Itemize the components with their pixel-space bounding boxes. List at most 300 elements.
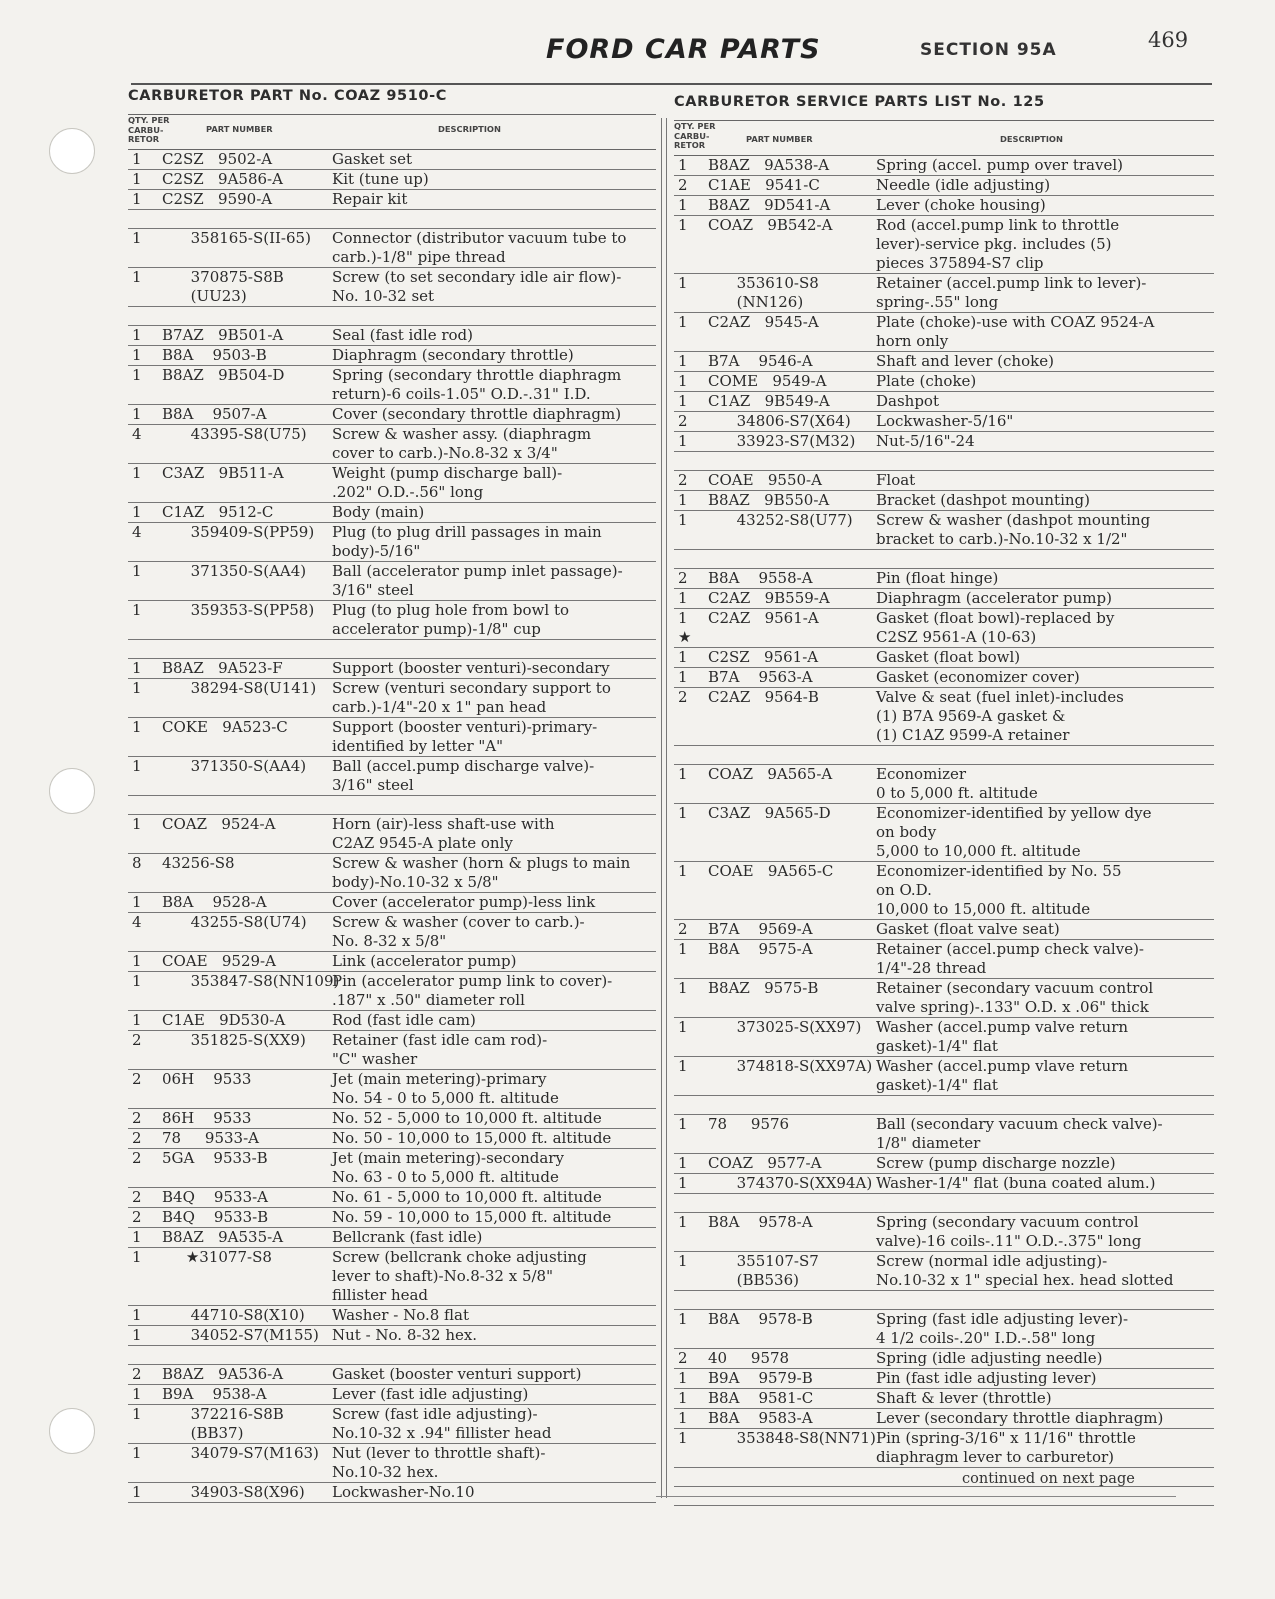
qty-cell: 1	[678, 313, 688, 331]
qty-cell: 1	[678, 1252, 688, 1270]
description-cell: Screw (normal idle adjusting)- No.10-32 x 1" special hex. head slotted	[876, 1252, 1174, 1289]
description-cell: Washer-1/4" flat (buna coated alum.)	[876, 1174, 1156, 1192]
part-number-cell: 353610-S8 (NN126)	[736, 274, 819, 311]
table-row	[128, 1109, 656, 1129]
qty-cell: 1	[132, 1326, 142, 1344]
table-row	[674, 352, 1214, 372]
qty-cell: 1	[678, 1154, 688, 1172]
part-number-cell: C2SZ 9561-A	[708, 648, 819, 666]
description-cell: Spring (secondary vacuum control valve)-16 coils-.11" O.D.-.375" long	[876, 1213, 1142, 1250]
part-number-cell: 78 9533-A	[162, 1129, 260, 1147]
table-row	[128, 503, 656, 523]
part-number-cell	[704, 746, 874, 764]
table-row	[128, 326, 656, 346]
qty-cell: 2	[132, 1208, 142, 1226]
description-cell: Horn (air)-less shaft-use with C2AZ 9545-A plate only	[332, 815, 555, 852]
qty-cell: 1	[678, 511, 688, 529]
table-row	[128, 640, 656, 659]
part-number-cell: C3AZ 9A565-D	[708, 804, 831, 822]
table-row	[128, 229, 656, 268]
qty-cell: 1	[678, 979, 688, 997]
part-number-cell: B8A 9578-B	[708, 1310, 813, 1328]
description-cell: Gasket (economizer cover)	[876, 668, 1080, 686]
table-row	[674, 862, 1214, 920]
continued-note: continued on next page	[962, 1471, 1135, 1487]
table-row	[128, 1129, 656, 1149]
qty-cell: 1	[132, 346, 142, 364]
table-row	[674, 1057, 1214, 1096]
part-number-cell: B9A 9579-B	[708, 1369, 813, 1387]
description-cell: Retainer (secondary vacuum control valve spring)-.133" O.D. x .06" thick	[876, 979, 1154, 1016]
qty-cell: 1	[132, 718, 142, 736]
description-cell: Gasket (float bowl)-replaced by C2SZ 9561-A (10-63)	[876, 609, 1115, 646]
part-number-cell: 43256-S8	[162, 854, 235, 872]
description-cell	[874, 1291, 1214, 1309]
table-row	[674, 1194, 1214, 1213]
description-cell: Nut - No. 8-32 hex.	[332, 1326, 478, 1344]
qty-cell: 4	[132, 425, 142, 443]
description-cell: Cover (accelerator pump)-less link	[332, 893, 596, 911]
qty-cell: 1	[132, 170, 142, 188]
table-row	[674, 1349, 1214, 1369]
table-row	[128, 854, 656, 893]
description-cell: Screw (pump discharge nozzle)	[876, 1154, 1116, 1172]
column-divider	[661, 118, 662, 1498]
qty-cell: 1	[132, 659, 142, 677]
part-number-cell: B7A 9569-A	[708, 920, 813, 938]
description-cell: Rod (fast idle cam)	[332, 1011, 476, 1029]
part-number-cell: 374370-S(XX94A)	[708, 1174, 873, 1192]
table-row	[128, 523, 656, 562]
part-number-cell: C2SZ 9A586-A	[162, 170, 283, 188]
description-cell: Support (booster venturi)-primary- identified by letter "A"	[332, 718, 598, 755]
part-number-cell: 86H 9533	[162, 1109, 252, 1127]
qty-cell: 1	[678, 432, 688, 450]
qty-cell	[128, 1346, 158, 1364]
table-row	[128, 1011, 656, 1031]
part-number-cell: COAZ 9524-A	[162, 815, 276, 833]
part-number-cell: B8AZ 9A535-A	[162, 1228, 284, 1246]
part-number-cell	[158, 796, 330, 814]
description-cell: Diaphragm (secondary throttle)	[332, 346, 574, 364]
qty-cell: 1	[132, 1306, 142, 1324]
table-row	[128, 1365, 656, 1385]
description-cell: Shaft & lever (throttle)	[876, 1389, 1052, 1407]
table-row	[674, 1369, 1214, 1389]
part-number-cell: 40 9578	[708, 1349, 790, 1367]
qty-cell	[674, 1468, 704, 1486]
part-number-cell: B8A 9528-A	[162, 893, 267, 911]
part-number-cell: B8A 9583-A	[708, 1409, 813, 1427]
part-number-cell: ★31077-S8	[162, 1248, 272, 1266]
part-number-cell: 43395-S8(U75)	[162, 425, 307, 443]
description-cell: Economizer-identified by yellow dye on body 5,000 to 10,000 ft. altitude	[876, 804, 1152, 860]
table-row	[128, 1208, 656, 1228]
qty-cell: 1	[678, 1310, 688, 1328]
left-parts-list	[128, 150, 656, 1503]
binder-hole-top	[49, 128, 95, 174]
description-cell: Body (main)	[332, 503, 425, 521]
qty-cell: 1	[132, 679, 142, 697]
part-number-cell: 38294-S8(U141)	[162, 679, 317, 697]
description-cell: Pin (float hinge)	[876, 569, 999, 587]
qty-cell: 1	[678, 765, 688, 783]
part-number-cell: B7A 9546-A	[708, 352, 813, 370]
table-row	[674, 979, 1214, 1018]
qty-cell: 1	[132, 1011, 142, 1029]
description-cell: Plate (choke)	[876, 372, 977, 390]
qty-cell: 1	[132, 326, 142, 344]
table-row	[674, 550, 1214, 569]
bottom-rule	[656, 1496, 1176, 1497]
qty-cell	[674, 550, 704, 568]
description-cell: Plug (to plug drill passages in main body)-5/16"	[332, 523, 602, 560]
table-row	[128, 1346, 656, 1365]
description-cell: Economizer 0 to 5,000 ft. altitude	[876, 765, 1038, 802]
table-row	[674, 452, 1214, 471]
qty-cell	[674, 746, 704, 764]
description-cell: Weight (pump discharge ball)- .202" O.D.-.56" long	[332, 464, 563, 501]
qty-cell: 4	[132, 913, 142, 931]
table-row	[674, 313, 1214, 352]
qty-cell: 2	[678, 176, 688, 194]
qty-cell: 2	[132, 1109, 142, 1127]
qty-cell: 1	[132, 1248, 142, 1266]
part-number-cell	[158, 210, 330, 228]
page-header	[0, 28, 1275, 78]
qty-cell: 1	[678, 668, 688, 686]
part-number-cell: B7A 9563-A	[708, 668, 813, 686]
table-row	[674, 196, 1214, 216]
qty-cell: 4	[132, 523, 142, 541]
qty-cell: 1	[678, 196, 688, 214]
part-number-cell: COAE 9A565-C	[708, 862, 834, 880]
table-row	[674, 1154, 1214, 1174]
description-cell: Gasket (float bowl)	[876, 648, 1021, 666]
qty-cell: 2	[132, 1031, 142, 1049]
table-row	[128, 425, 656, 464]
qty-cell	[674, 1194, 704, 1212]
part-number-cell: B8A 9578-A	[708, 1213, 813, 1231]
description-cell: Pin (accelerator pump link to cover)- .187" x .50" diameter roll	[332, 972, 613, 1009]
description-cell: Screw (fast idle adjusting)- No.10-32 x .94" fillister head	[332, 1405, 552, 1442]
part-number-cell: COAZ 9B542-A	[708, 216, 833, 234]
table-row	[128, 1306, 656, 1326]
table-row	[128, 210, 656, 229]
part-number-cell	[704, 452, 874, 470]
description-cell	[330, 796, 656, 814]
description-cell: Screw & washer (cover to carb.)- No. 8-32 x 5/8"	[332, 913, 585, 950]
part-number-cell: B8AZ 9A538-A	[708, 156, 830, 174]
qty-cell: 1	[678, 1018, 688, 1036]
description-cell: Nut (lever to throttle shaft)- No.10-32 hex.	[332, 1444, 546, 1481]
right-parts-column	[674, 86, 1214, 1506]
table-row	[674, 746, 1214, 765]
qty-cell: 1	[132, 815, 142, 833]
binder-hole-middle	[49, 768, 95, 814]
description-cell: Lockwasher-No.10	[332, 1483, 475, 1501]
qty-cell: 1	[132, 601, 142, 619]
table-row	[128, 464, 656, 503]
page-number: 469	[1148, 28, 1189, 52]
table-row	[674, 1213, 1214, 1252]
qty-cell: 1	[678, 648, 688, 666]
qty-cell: 1	[678, 1213, 688, 1231]
description-cell: Washer (accel.pump valve return gasket)-1/4" flat	[876, 1018, 1129, 1055]
table-row	[128, 815, 656, 854]
description-cell	[874, 452, 1214, 470]
qty-cell: 2	[132, 1188, 142, 1206]
description-cell: Spring (accel. pump over travel)	[876, 156, 1124, 174]
qty-cell: 1	[678, 274, 688, 292]
right-parts-list	[674, 156, 1214, 1506]
description-header: DESCRIPTION	[438, 124, 501, 134]
qty-cell: 1	[678, 216, 688, 234]
part-number-cell: 5GA 9533-B	[162, 1149, 268, 1167]
description-cell: Economizer-identified by No. 55 on O.D. 10,000 to 15,000 ft. altitude	[876, 862, 1122, 918]
table-row	[674, 372, 1214, 392]
section-label: SECTION 95A	[920, 40, 1057, 60]
table-row	[128, 893, 656, 913]
description-cell: Float	[876, 471, 916, 489]
qty-cell: 1	[132, 1228, 142, 1246]
table-row	[128, 346, 656, 366]
table-row	[128, 952, 656, 972]
part-number-cell: C2SZ 9502-A	[162, 150, 273, 168]
description-cell	[874, 1194, 1214, 1212]
description-cell: Screw (venturi secondary support to carb.)-1/4"-20 x 1" pan head	[332, 679, 611, 716]
table-row	[128, 405, 656, 425]
description-cell: Cover (secondary throttle diaphragm)	[332, 405, 622, 423]
description-cell: Lever (fast idle adjusting)	[332, 1385, 529, 1403]
qty-cell: 1	[678, 862, 688, 880]
description-cell	[330, 1346, 656, 1364]
qty-cell: 1	[678, 392, 688, 410]
qty-cell: 1	[678, 491, 688, 509]
part-number-cell: 43255-S8(U74)	[162, 913, 307, 931]
part-number-cell: 351825-S(XX9)	[162, 1031, 306, 1049]
part-number-cell: 353847-S8(NN109)	[162, 972, 340, 990]
description-cell: Jet (main metering)-primary No. 54 - 0 to 5,000 ft. altitude	[332, 1070, 559, 1107]
description-cell: Washer (accel.pump vlave return gasket)-1/4" flat	[876, 1057, 1129, 1094]
right-column-title: CARBURETOR SERVICE PARTS LIST No. 125	[674, 94, 1045, 110]
part-number-cell: 371350-S(AA4)	[162, 562, 307, 580]
qty-cell: 1	[132, 562, 142, 580]
description-cell: Retainer (accel.pump link to lever)- spring-.55" long	[876, 274, 1147, 311]
description-cell: Retainer (accel.pump check valve)- 1/4"-28 thread	[876, 940, 1144, 977]
part-number-cell: B9A 9538-A	[162, 1385, 267, 1403]
part-number-cell: 33923-S7(M32)	[708, 432, 856, 450]
part-number-cell: 78 9576	[708, 1115, 790, 1133]
part-number-cell: 44710-S8(X10)	[162, 1306, 305, 1324]
table-row	[674, 1096, 1214, 1115]
part-number-header: PART NUMBER	[206, 124, 273, 134]
part-number-cell: 34052-S7(M155)	[162, 1326, 319, 1344]
description-cell: Screw (bellcrank choke adjusting lever to shaft)-No.8-32 x 5/8" fillister head	[332, 1248, 587, 1304]
qty-cell: 1	[132, 190, 142, 208]
qty-cell: 2	[678, 412, 688, 430]
table-row	[674, 491, 1214, 511]
part-number-cell: C2AZ 9561-A	[708, 609, 819, 627]
part-number-cell: C2AZ 9564-B	[708, 688, 819, 706]
table-row	[128, 1405, 656, 1444]
description-cell: Pin (spring-3/16" x 11/16" throttle diaphragm lever to carburetor)	[876, 1429, 1136, 1466]
table-row	[128, 1188, 656, 1208]
qty-cell: 1	[132, 464, 142, 482]
table-row	[128, 1149, 656, 1188]
description-cell	[330, 307, 656, 325]
description-cell: No. 61 - 5,000 to 10,000 ft. altitude	[332, 1188, 602, 1206]
qty-cell: 2	[678, 920, 688, 938]
description-cell: Rod (accel.pump link to throttle lever)-service pkg. includes (5) pieces 375894-S7 clip	[876, 216, 1120, 272]
description-cell: No. 52 - 5,000 to 10,000 ft. altitude	[332, 1109, 602, 1127]
table-row	[128, 307, 656, 326]
table-row	[674, 1389, 1214, 1409]
qty-cell: 2	[678, 569, 688, 587]
qty-cell: 2	[132, 1365, 142, 1383]
description-cell: Shaft and lever (choke)	[876, 352, 1054, 370]
part-number-cell: COME 9549-A	[708, 372, 827, 390]
qty-cell: 1	[678, 1429, 688, 1447]
table-row	[674, 569, 1214, 589]
brand-title: FORD CAR PARTS	[546, 34, 821, 65]
part-number-cell: C1AZ 9B549-A	[708, 392, 830, 410]
part-number-cell: B8AZ 9B550-A	[708, 491, 830, 509]
part-number-cell: C2AZ 9B559-A	[708, 589, 830, 607]
part-number-cell	[158, 640, 330, 658]
table-row	[128, 913, 656, 952]
part-number-cell: B8A 9503-B	[162, 346, 267, 364]
description-cell: Screw (to set secondary idle air flow)- No. 10-32 set	[332, 268, 622, 305]
part-number-cell: B8A 9575-A	[708, 940, 813, 958]
right-table-header	[674, 120, 1214, 156]
part-number-cell: 355107-S7 (BB536)	[736, 1252, 819, 1289]
description-cell: Screw & washer (horn & plugs to main body)-No.10-32 x 5/8"	[332, 854, 631, 891]
description-cell: Washer - No.8 flat	[332, 1306, 470, 1324]
table-row	[674, 688, 1214, 746]
description-cell: Connector (distributor vacuum tube to carb.)-1/8" pipe thread	[332, 229, 627, 266]
part-number-cell	[704, 1096, 874, 1114]
description-cell: Gasket (float valve seat)	[876, 920, 1060, 938]
description-cell: Bellcrank (fast idle)	[332, 1228, 483, 1246]
qty-cell: 1	[132, 972, 142, 990]
table-row	[674, 216, 1214, 274]
part-number-cell	[704, 1291, 874, 1309]
qty-cell: 1	[678, 1389, 688, 1407]
description-cell: Spring (secondary throttle diaphragm return)-6 coils-1.05" O.D.-.31" I.D.	[332, 366, 622, 403]
description-cell: Jet (main metering)-secondary No. 63 - 0 to 5,000 ft. altitude	[332, 1149, 564, 1186]
part-number-cell: 359353-S(PP58)	[162, 601, 315, 619]
description-cell: Spring (fast idle adjusting lever)- 4 1/2 coils-.20" I.D.-.58" long	[876, 1310, 1129, 1347]
part-number-cell: B8A 9581-C	[708, 1389, 814, 1407]
table-row	[128, 562, 656, 601]
table-row	[128, 268, 656, 307]
qty-cell	[674, 452, 704, 470]
table-row	[128, 601, 656, 640]
description-cell: Pin (fast idle adjusting lever)	[876, 1369, 1097, 1387]
table-row	[128, 1385, 656, 1405]
table-row	[674, 274, 1214, 313]
description-header: DESCRIPTION	[1000, 134, 1063, 144]
part-number-cell: B7AZ 9B501-A	[162, 326, 284, 344]
table-row	[128, 659, 656, 679]
description-cell	[874, 550, 1214, 568]
table-row	[128, 1444, 656, 1483]
table-row	[128, 796, 656, 815]
qty-cell: 1	[678, 1115, 688, 1133]
table-row	[128, 679, 656, 718]
qty-cell: 2	[132, 1070, 142, 1088]
qty-cell: 1	[132, 1483, 142, 1501]
qty-cell: 1	[678, 804, 688, 822]
qty-cell: 1	[678, 1174, 688, 1192]
part-number-cell: C1AZ 9512-C	[162, 503, 274, 521]
table-row	[128, 718, 656, 757]
description-cell: No. 59 - 10,000 to 15,000 ft. altitude	[332, 1208, 612, 1226]
description-cell: Repair kit	[332, 190, 408, 208]
part-number-cell: B4Q 9533-A	[162, 1188, 269, 1206]
table-row	[674, 432, 1214, 452]
part-number-cell: 34903-S8(X96)	[162, 1483, 305, 1501]
qty-cell	[674, 1291, 704, 1309]
part-number-cell: B8AZ 9D541-A	[708, 196, 831, 214]
table-row	[128, 757, 656, 796]
part-number-cell: 372216-S8B (BB37)	[190, 1405, 284, 1442]
description-cell: Lockwasher-5/16"	[876, 412, 1014, 430]
part-number-cell: 359409-S(PP59)	[162, 523, 315, 541]
table-row	[128, 170, 656, 190]
part-number-cell	[704, 1194, 874, 1212]
column-divider	[666, 118, 667, 1498]
part-number-cell: COAZ 9577-A	[708, 1154, 822, 1172]
table-row	[128, 1228, 656, 1248]
part-number-cell: 370875-S8B (UU23)	[190, 268, 284, 305]
description-cell: Valve & seat (fuel inlet)-includes (1) B7A 9569-A gasket & (1) C1AZ 9599-A retainer	[876, 688, 1124, 744]
table-row	[674, 1291, 1214, 1310]
table-row	[674, 392, 1214, 412]
left-column-title: CARBURETOR PART No. COAZ 9510-C	[128, 88, 447, 104]
table-row	[674, 920, 1214, 940]
table-row	[128, 366, 656, 405]
qty-cell: 1	[132, 150, 142, 168]
part-number-cell	[158, 1346, 330, 1364]
part-number-cell: 06H 9533	[162, 1070, 252, 1088]
description-cell: Screw & washer assy. (diaphragm cover to carb.)-No.8-32 x 3/4"	[332, 425, 592, 462]
description-cell: Spring (idle adjusting needle)	[876, 1349, 1103, 1367]
description-cell: Needle (idle adjusting)	[876, 176, 1051, 194]
qty-cell	[674, 1096, 704, 1114]
qty-cell: 1	[132, 757, 142, 775]
description-cell	[874, 746, 1214, 764]
table-row	[674, 589, 1214, 609]
qty-cell: 2	[132, 1129, 142, 1147]
table-row	[674, 176, 1214, 196]
qty-cell: 2	[678, 471, 688, 489]
part-number-cell: COAE 9529-A	[162, 952, 276, 970]
table-row	[128, 1326, 656, 1346]
part-number-cell: 358165-S(II-65)	[162, 229, 311, 247]
binder-hole-bottom	[49, 1408, 95, 1454]
table-row	[128, 1248, 656, 1306]
header-rule	[131, 83, 1212, 85]
table-row	[674, 940, 1214, 979]
qty-cell: 1	[132, 952, 142, 970]
description-cell: No. 50 - 10,000 to 15,000 ft. altitude	[332, 1129, 612, 1147]
qty-cell: 1	[132, 366, 142, 384]
part-number-cell: 34079-S7(M163)	[162, 1444, 319, 1462]
part-number-cell: C2AZ 9545-A	[708, 313, 819, 331]
table-row	[674, 1174, 1214, 1194]
